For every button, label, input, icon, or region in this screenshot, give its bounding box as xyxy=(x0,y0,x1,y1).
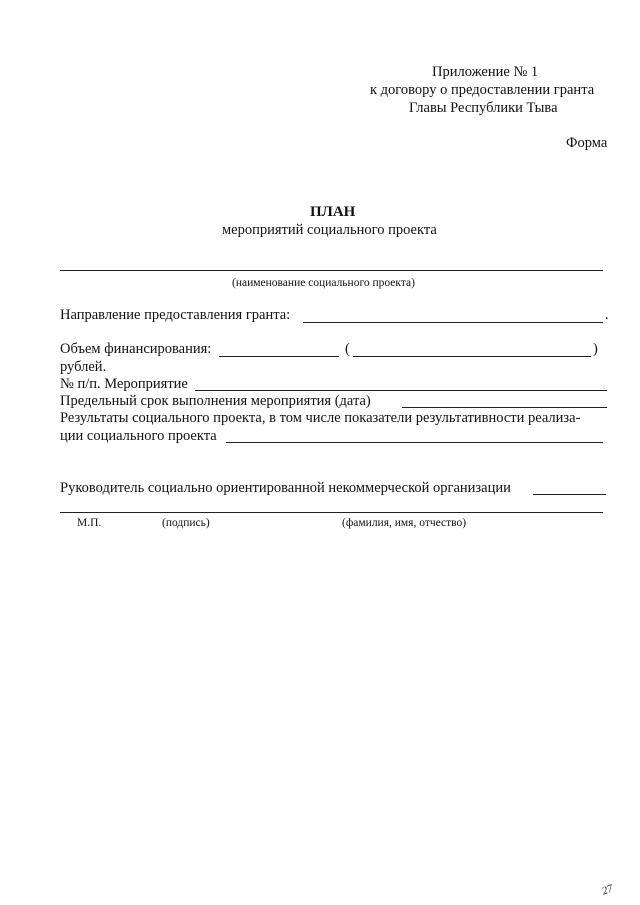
funding-amount-field[interactable] xyxy=(219,356,339,357)
signature-caption: (подпись) xyxy=(162,517,210,529)
event-label: № п/п. Мероприятие xyxy=(60,376,188,392)
document-subtitle: мероприятий социального проекта xyxy=(222,222,437,238)
appendix-authority: Главы Республики Тыва xyxy=(409,100,558,116)
results-field[interactable] xyxy=(226,442,603,443)
results-label-line2: ции социального проекта xyxy=(60,428,217,444)
deadline-field[interactable] xyxy=(402,407,607,408)
funding-words-field[interactable] xyxy=(353,356,591,357)
head-of-organization-field[interactable] xyxy=(533,494,606,495)
funding-unit: рублей. xyxy=(60,359,107,375)
grant-direction-end: . xyxy=(605,307,609,323)
appendix-number: Приложение № 1 xyxy=(432,64,539,80)
signature-line[interactable] xyxy=(60,512,603,513)
funding-label: Объем финансирования: xyxy=(60,341,212,357)
deadline-label: Предельный срок выполнения мероприятия (дата) xyxy=(60,393,371,409)
stamp-place-label: М.П. xyxy=(77,517,102,529)
appendix-contract-ref: к договору о предоставлении гранта xyxy=(370,82,595,98)
funding-paren-close: ) xyxy=(593,341,598,357)
form-label: Форма xyxy=(566,135,608,151)
document-title: ПЛАН xyxy=(310,204,356,220)
grant-direction-field[interactable] xyxy=(303,322,603,323)
results-label-line1: Результаты социального проекта, в том числе показатели результативности реализа- xyxy=(60,410,581,426)
project-name-field[interactable] xyxy=(60,270,603,271)
page-number-mark: 27 xyxy=(600,882,615,898)
head-of-organization-label: Руководитель социально ориентированной некоммерческой организации xyxy=(60,480,511,496)
grant-direction-label: Направление предоставления гранта: xyxy=(60,307,291,323)
funding-paren-open: ( xyxy=(345,341,350,357)
event-field[interactable] xyxy=(195,390,607,391)
full-name-caption: (фамилия, имя, отчество) xyxy=(342,517,467,529)
project-name-caption: (наименование социального проекта) xyxy=(232,277,415,289)
